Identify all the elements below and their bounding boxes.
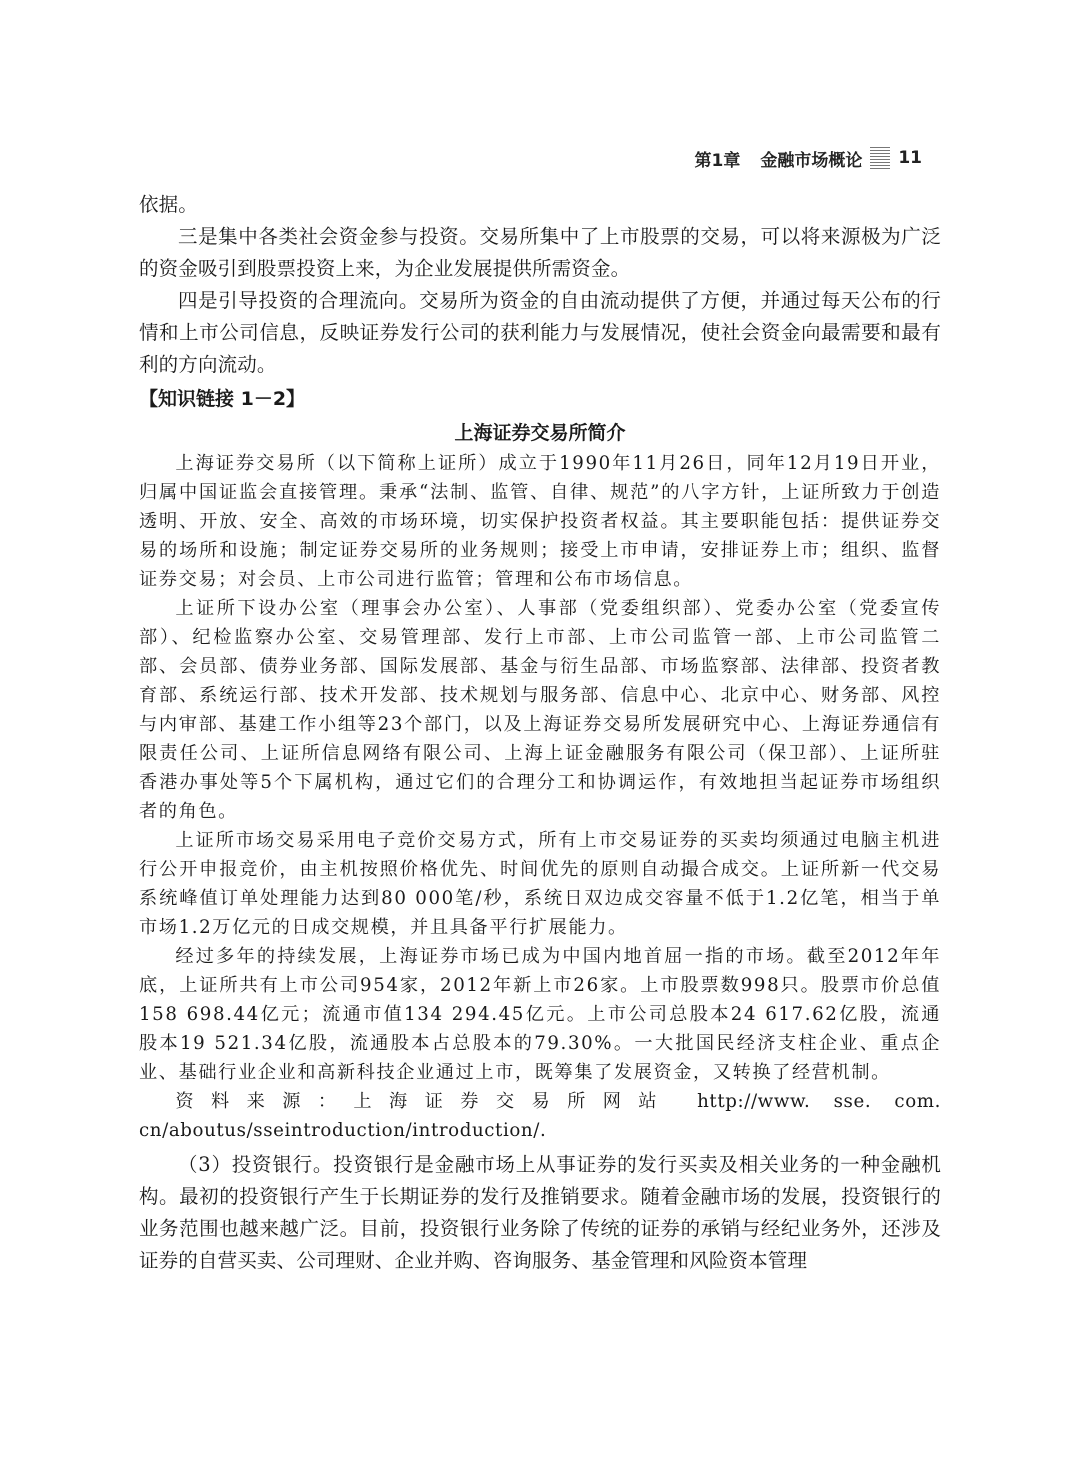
main-content <box>139 189 941 1277</box>
paragraph-continuation: 依据。 <box>139 193 198 216</box>
knowledge-source-note: 资料来源：上海证券交易所网站 http://www. sse. com. cn/aboutus/sseintroduction/introduction/. <box>139 1091 941 1141</box>
running-header <box>660 143 922 173</box>
knowledge-paragraph-trading: 上证所市场交易采用电子竞价交易方式，所有上市交易证券的买卖均须通过电脑主机进行公开申报竞价，由主机按照价格优先、时间优先的原则自动撮合成交。上证所新一代交易系统峰值订单处理能力达到80 000笔/秒，系统日双边成交容量不低于1.2亿笔，相当于单市场1.2万亿元的日成交规模，并且具备平行扩展能力。 <box>139 830 941 938</box>
page-number: 11 <box>898 148 922 168</box>
knowledge-paragraph-intro: 上海证券交易所（以下简称上证所）成立于1990年11月26日，同年12月19日开业，归属中国证监会直接管理。秉承“法制、监管、自律、规范”的八字方针，上证所致力于创造透明、开放、安全、高效的市场环境，切实保护投资者权益。其主要职能包括：提供证券交易的场所和设施；制定证券交易所的业务规则；接受上市申请，安排证券上市；组织、监督证券交易；对会员、上市公司进行监管；管理和公布市场信息。 <box>139 453 941 590</box>
knowledge-link-title: 上海证券交易所简介 <box>454 422 626 444</box>
chapter-title: 金融市场概论 <box>760 150 863 171</box>
knowledge-paragraph-departments: 上证所下设办公室（理事会办公室）、人事部（党委组织部）、党委办公室（党委宣传部）、纪检监察办公室、交易管理部、发行上市部、上市公司监管一部、上市公司监管二部、会员部、债券业务部、国际发展部、基金与衍生品部、市场监察部、法律部、投资者教育部、系统运行部、技术开发部、技术规划与服务部、信息中心、北京中心、财务部、风控与内审部、基建工作小组等23个部门，以及上海证券交易所发展研究中心、上海证券通信有限责任公司、上证所信息网络有限公司、上海上证金融服务有限公司（保卫部）、上证所驻香港办事处等5个下属机构，通过它们的合理分工和协调运作，有效地担当起证券市场组织者的角色。 <box>139 598 941 822</box>
paragraph-point-four: 四是引导投资的合理流向。交易所为资金的自由流动提供了方便，并通过每天公布的行情和上市公司信息，反映证券发行公司的获利能力与发展情况，使社会资金向最需要和最有利的方向流动。 <box>139 289 941 376</box>
paragraph-point-three: 三是集中各类社会资金参与投资。交易所集中了上市股票的交易，可以将来源极为广泛的资金吸引到股票投资上来，为企业发展提供所需资金。 <box>139 225 941 280</box>
header-decoration-bar <box>870 147 890 169</box>
knowledge-paragraph-development: 经过多年的持续发展，上海证券市场已成为中国内地首屈一指的市场。截至2012年年底，上证所共有上市公司954家，2012年新上市26家。上市股票数998只。股票市价总值158 698.44亿元；流通市值134 294.45亿元。上市公司总股本24 617.62亿股，流通股本19 521.34亿股，流通股本占总股本的79.30%。一大批国民经济支柱企业、重点企业、基础行业企业和高新科技企业通过上市，既筹集了发展资金，又转换了经营机制。 <box>139 946 941 1083</box>
knowledge-link-box <box>139 383 941 1145</box>
chapter-number: 第1章 <box>694 150 741 171</box>
paragraph-investment-bank: （3）投资银行。投资银行是金融市场上从事证券的发行买卖及相关业务的一种金融机构。最初的投资银行产生于长期证券的发行及推销要求。随着金融市场的发展，投资银行的业务范围也越来越广泛。目前，投资银行业务除了传统的证券的承销与经纪业务外，还涉及证券的自营买卖、公司理财、企业并购、咨询服务、基金管理和风险资本管理 <box>139 1153 941 1272</box>
knowledge-link-label: 【知识链接 1－2】 <box>139 388 306 410</box>
